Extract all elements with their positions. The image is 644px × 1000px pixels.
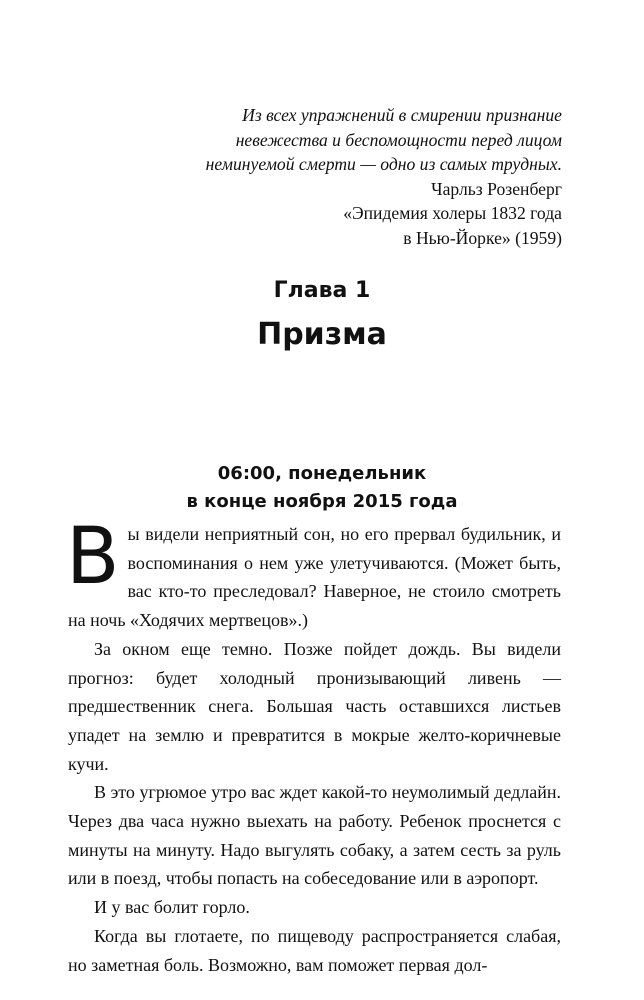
- paragraph: И у вас болит горло.: [94, 897, 250, 918]
- epigraph-quote-line: невежества и беспомощности перед лицом: [235, 129, 562, 150]
- body-text: [66, 512, 561, 979]
- epigraph-quote-line: неминуемой смерти — одно из самых трудных.: [205, 154, 562, 174]
- epigraph: [150, 103, 562, 250]
- section-heading-line: в конце ноября 2015 года: [186, 491, 458, 512]
- chapter-title: Призма: [257, 317, 387, 352]
- paragraph-first: [66, 512, 561, 635]
- epigraph-source-line: в Нью-Йорке» (1959): [403, 227, 562, 248]
- epigraph-quote: [150, 103, 562, 177]
- section-heading-line: 06:00, понедельник: [217, 463, 427, 484]
- section-heading: [0, 460, 644, 516]
- drop-cap: В: [66, 512, 120, 602]
- paragraph: Когда вы глотаете, по пищеводу распространяется слабая, но заметная боль. Возможно, вам поможет первая дол-: [68, 925, 561, 975]
- epigraph-quote-line: Из всех упражнений в смирении признание: [242, 105, 562, 125]
- chapter-label: Глава 1: [273, 278, 371, 303]
- paragraph: В это угрюмое утро вас ждет какой-то неумолимый дедлайн. Через два часа нужно выехать на работу. Ребенок проснется с минуты на минуту. Надо выгулять собаку, а затем сесть за руль или в поезд, чтобы попасть на собеседование или в аэропорт.: [68, 782, 561, 889]
- epigraph-source-line: «Эпидемия холеры 1832 года: [343, 203, 562, 223]
- paragraph-text: ы видели неприятный сон, но его прервал будильник, и воспоминания о нем уже улетучиваются. (Может быть, вас кто-то преследовал? Наверное, не стоило смотреть на ночь «Ходячих мертвецов».): [68, 524, 561, 631]
- epigraph-author: Чарльз Розенберг: [431, 178, 562, 199]
- paragraph: За окном еще темно. Позже пойдет дождь. Вы видели прогноз: будет холодный пронизывающий ливень — предшественник снега. Большая часть оставшихся листьев упадет на землю и превратится в мокрые желто-коричневые кучи.: [68, 638, 561, 774]
